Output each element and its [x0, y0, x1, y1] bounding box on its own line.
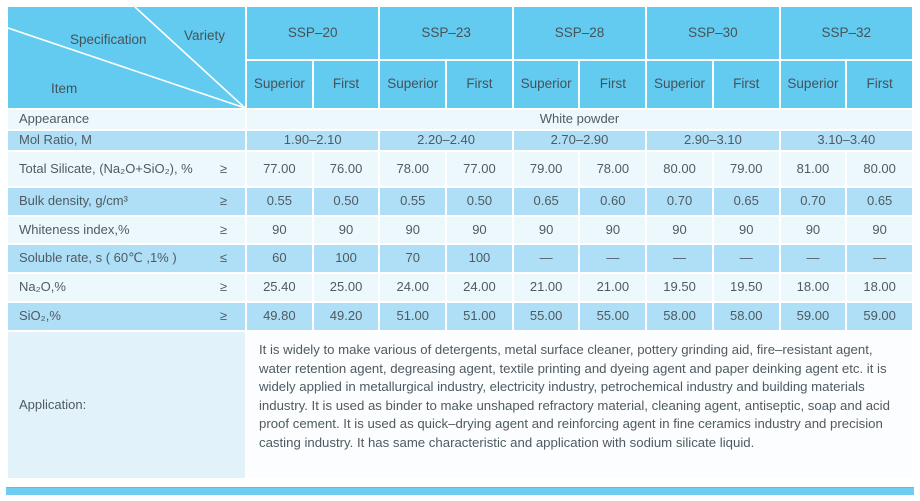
cell-total-silicate-na-o-sio-value: 78.00 — [380, 152, 445, 186]
cell-na-o-value: 21.00 — [514, 274, 579, 301]
row-label-text: Mol Ratio, M — [19, 132, 92, 148]
cell-mol-ratio-m-value: 2.20–2.40 — [380, 131, 511, 150]
cell-bulk-density-g-cm-value: 0.70 — [781, 188, 846, 215]
cell-sio-value: 51.00 — [447, 303, 512, 330]
row-label-sio — [8, 303, 245, 330]
row-constraint-symbol: ≥ — [219, 221, 227, 237]
row-label-text: Appearance — [19, 111, 90, 127]
column-grade-superior: Superior — [781, 61, 846, 108]
row-constraint-symbol: ≤ — [219, 250, 227, 266]
row-label-whiteness-index — [8, 217, 245, 243]
cell-soluble-rate-s-60-1-value: — — [514, 245, 579, 272]
row-label-soluble-rate-s-60-1 — [8, 245, 245, 272]
cell-whiteness-index-value: 90 — [580, 217, 645, 243]
cell-soluble-rate-s-60-1-value: — — [580, 245, 645, 272]
cell-whiteness-index-value: 90 — [781, 217, 846, 243]
column-grade-superior: Superior — [247, 61, 312, 108]
cell-sio-value: 55.00 — [514, 303, 579, 330]
cell-sio-value: 58.00 — [647, 303, 712, 330]
cell-na-o-value: 25.40 — [247, 274, 312, 301]
cell-bulk-density-g-cm-value: 0.55 — [380, 188, 445, 215]
cell-bulk-density-g-cm-value: 0.55 — [247, 188, 312, 215]
cell-na-o-value: 19.50 — [647, 274, 712, 301]
cell-sio-value: 58.00 — [714, 303, 779, 330]
cell-soluble-rate-s-60-1-value: 100 — [447, 245, 512, 272]
column-group-ssp-32: SSP–32 — [781, 7, 912, 59]
row-label-mol-ratio-m — [8, 131, 245, 150]
row-label-text: Soluble rate, s ( 60℃ ,1% ) — [19, 250, 177, 266]
row-label-text: Na₂O,% — [19, 279, 66, 295]
cell-na-o-value: 25.00 — [314, 274, 379, 301]
application-label-cell: Application: — [8, 332, 245, 478]
cell-bulk-density-g-cm-value: 0.65 — [714, 188, 779, 215]
cell-whiteness-index-value: 90 — [247, 217, 312, 243]
cell-total-silicate-na-o-sio-value: 79.00 — [514, 152, 579, 186]
cell-na-o-value: 24.00 — [380, 274, 445, 301]
row-constraint-symbol: ≥ — [219, 279, 227, 295]
cell-whiteness-index-value: 90 — [514, 217, 579, 243]
column-grade-superior: Superior — [647, 61, 712, 108]
application-text-cell: It is widely to make various of detergents, metal surface cleaner, pottery grinding aid, fire–resistant agent, water retention agent, degreasing agent, textile printing and dyeing agent and paper deinking agent etc. it is widely applied in metallurgical industry, electricity industry, petrochemical industry and building materials industry. It is used as binder to make unshaped refractory material, cleaning agent, antiseptic, soap and acid proof cement. It is used as quick–drying agent and reinforcing agent in fine ceramics industry and precision casting industry. It has same characteristic and application with sodium silicate liquid. — [247, 332, 912, 478]
cell-na-o-value: 19.50 — [714, 274, 779, 301]
cell-soluble-rate-s-60-1-value: 70 — [380, 245, 445, 272]
cell-mol-ratio-m-value: 3.10–3.40 — [781, 131, 912, 150]
cell-whiteness-index-value: 90 — [714, 217, 779, 243]
cell-na-o-value: 18.00 — [781, 274, 846, 301]
row-label-text: Total Silicate, (Na₂O+SiO₂), % — [19, 160, 193, 176]
cell-soluble-rate-s-60-1-value: — — [647, 245, 712, 272]
cell-na-o-value: 21.00 — [580, 274, 645, 301]
corner-label-specification: Specification — [70, 32, 147, 47]
cell-total-silicate-na-o-sio-value: 77.00 — [447, 152, 512, 186]
row-label-bulk-density-g-cm — [8, 188, 245, 215]
bottom-accent-bar — [6, 487, 914, 495]
cell-soluble-rate-s-60-1-value: 100 — [314, 245, 379, 272]
column-grade-superior: Superior — [380, 61, 445, 108]
cell-whiteness-index-value: 90 — [847, 217, 912, 243]
cell-sio-value: 59.00 — [847, 303, 912, 330]
cell-bulk-density-g-cm-value: 0.65 — [514, 188, 579, 215]
cell-bulk-density-g-cm-value: 0.65 — [847, 188, 912, 215]
cell-total-silicate-na-o-sio-value: 76.00 — [314, 152, 379, 186]
cell-sio-value: 49.80 — [247, 303, 312, 330]
column-grade-first: First — [847, 61, 912, 108]
cell-bulk-density-g-cm-value: 0.60 — [580, 188, 645, 215]
cell-whiteness-index-value: 90 — [314, 217, 379, 243]
cell-sio-value: 51.00 — [380, 303, 445, 330]
cell-soluble-rate-s-60-1-value: — — [781, 245, 846, 272]
row-constraint-symbol: ≥ — [219, 193, 227, 209]
cell-whiteness-index-value: 90 — [380, 217, 445, 243]
cell-soluble-rate-s-60-1-value: — — [714, 245, 779, 272]
specification-table — [8, 7, 912, 478]
corner-label-variety: Variety — [184, 28, 226, 43]
table-corner-header — [8, 7, 245, 108]
cell-sio-value: 49.20 — [314, 303, 379, 330]
cell-na-o-value: 24.00 — [447, 274, 512, 301]
corner-label-item: Item — [51, 81, 78, 96]
column-grade-first: First — [447, 61, 512, 108]
column-group-ssp-23: SSP–23 — [380, 7, 511, 59]
cell-whiteness-index-value: 90 — [647, 217, 712, 243]
row-label-text: Whiteness index,% — [19, 221, 130, 237]
cell-soluble-rate-s-60-1-value: 60 — [247, 245, 312, 272]
cell-sio-value: 55.00 — [580, 303, 645, 330]
row-constraint-symbol: ≥ — [219, 308, 227, 324]
cell-total-silicate-na-o-sio-value: 79.00 — [714, 152, 779, 186]
cell-whiteness-index-value: 90 — [447, 217, 512, 243]
column-group-ssp-30: SSP–30 — [647, 7, 778, 59]
cell-appearance-value: White powder — [247, 110, 912, 129]
column-grade-first: First — [314, 61, 379, 108]
column-grade-first: First — [714, 61, 779, 108]
row-label-na-o — [8, 274, 245, 301]
row-label-total-silicate-na-o-sio — [8, 152, 245, 186]
row-label-text: SiO₂,% — [19, 308, 61, 324]
row-label-appearance — [8, 110, 245, 129]
cell-mol-ratio-m-value: 2.90–3.10 — [647, 131, 778, 150]
column-grade-superior: Superior — [514, 61, 579, 108]
column-group-ssp-20: SSP–20 — [247, 7, 378, 59]
column-grade-first: First — [580, 61, 645, 108]
row-constraint-symbol: ≥ — [219, 160, 227, 176]
cell-sio-value: 59.00 — [781, 303, 846, 330]
cell-bulk-density-g-cm-value: 0.50 — [314, 188, 379, 215]
diagonal-divider-lines — [8, 7, 245, 108]
row-label-text: Bulk density, g/cm³ — [19, 193, 128, 209]
cell-total-silicate-na-o-sio-value: 80.00 — [647, 152, 712, 186]
cell-soluble-rate-s-60-1-value: — — [847, 245, 912, 272]
cell-bulk-density-g-cm-value: 0.70 — [647, 188, 712, 215]
cell-na-o-value: 18.00 — [847, 274, 912, 301]
column-group-ssp-28: SSP–28 — [514, 7, 645, 59]
cell-total-silicate-na-o-sio-value: 80.00 — [847, 152, 912, 186]
cell-bulk-density-g-cm-value: 0.50 — [447, 188, 512, 215]
cell-mol-ratio-m-value: 2.70–2.90 — [514, 131, 645, 150]
cell-total-silicate-na-o-sio-value: 77.00 — [247, 152, 312, 186]
cell-total-silicate-na-o-sio-value: 81.00 — [781, 152, 846, 186]
cell-mol-ratio-m-value: 1.90–2.10 — [247, 131, 378, 150]
cell-total-silicate-na-o-sio-value: 78.00 — [580, 152, 645, 186]
